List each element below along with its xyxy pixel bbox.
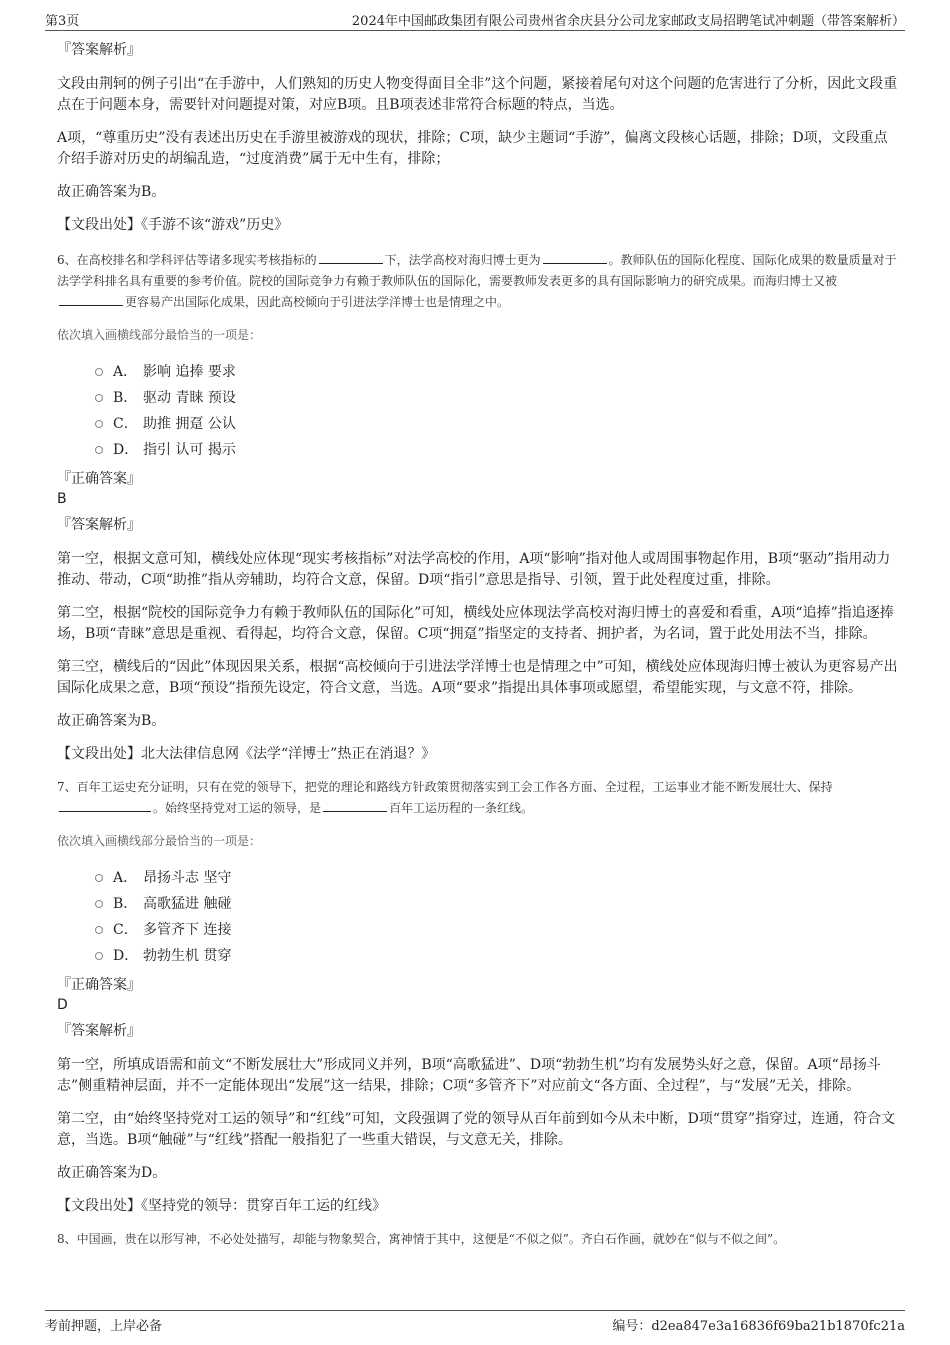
radio-icon[interactable] — [95, 952, 103, 960]
q6-analysis-para-3: 第三空，横线后的“因此”体现因果关系，根据“高校倾向于引进法学洋博士也是情理之中”可知，横线处应体现海归博士被认为更容易产出国际化成果之意，B项“预设”指预先设定，符合文意，当选。A项“要求”指提出具体事项或愿望，希望能实现，与文意不符，排除。 — [57, 659, 898, 696]
radio-icon[interactable] — [95, 874, 103, 882]
radio-icon[interactable] — [95, 446, 103, 454]
q6-analysis-para-2: 第二空，根据“院校的国际竞争力有赖于教师队伍的国际化”可知，横线处应体现法学高校对海归博士的喜爱和看重，A项“追捧”指追逐捧场，B项“青睐”意思是重视、看得起，均符合文意，保留。C项“拥趸”指坚定的支持者、拥护者，为名词，置于此处用法不当，排除。 — [57, 605, 894, 642]
q6-option-a[interactable]: A． 影响 追捧 要求 — [95, 359, 900, 385]
q6-source: 【文段出处】北大法律信息网《法学“洋博士”热正在消退？》 — [57, 746, 436, 762]
q7-source: 【文段出处】《坚持党的领导：贯穿百年工运的红线》 — [57, 1198, 386, 1214]
page-header — [45, 8, 905, 31]
q5-analysis-para-2: A项，“尊重历史”没有表述出历史在手游里被游戏的现状，排除；C项，缺少主题词“手游”，偏离文段核心话题，排除；D项，文段重点介绍手游对历史的胡编乱造，“过度消费”属于无中生有，排除； — [57, 130, 888, 167]
q6-analysis-para-1: 第一空，根据文意可知，横线处应体现“现实考核指标”对法学高校的作用，A项“影响”指对他人或周围事物起作用，B项“驱动”指用动力推动、带动，C项“助推”指从旁辅助，均符合文意，保留。D项“指引”意思是指导、引领，置于此处程度过重，排除。 — [57, 551, 891, 588]
q7-analysis-para-2: 第二空，由“始终坚持党对工运的领导”和“红线”可知，文段强调了党的领导从百年前到如今从未中断，D项“贯穿”指穿过，连通，符合文意，当选。B项“触碰”与“红线”搭配一般指犯了一些重大错误，与文意无关，排除。 — [57, 1111, 896, 1148]
q6-option-c[interactable]: C． 助推 拥趸 公认 — [95, 411, 900, 437]
fill-blank — [323, 799, 387, 812]
footer-slogan: 考前押题，上岸必备 — [45, 1319, 163, 1334]
q8-stem: 8、中国画，贵在以形写神，不必处处描写，却能与物象契合，寓神情于其中，这便是“不似之似”。齐白石作画，就妙在“似与不似之间”。 — [57, 1232, 786, 1246]
q6-option-d[interactable]: D． 指引 认可 揭示 — [95, 437, 900, 463]
q6-conclusion: 故正确答案为B。 — [57, 713, 166, 729]
q6-stem-part-4: 更容易产出国际化成果，因此高校倾向于引进法学洋博士也是情理之中。 — [125, 295, 510, 309]
q5-conclusion: 故正确答案为B。 — [57, 184, 166, 200]
q6-answer: B — [57, 491, 67, 507]
fill-blank — [59, 293, 123, 306]
q7-stem-part-1: 7、百年工运史充分证明，只有在党的领导下，把党的理论和路线方针政策贯彻落实到工会工作各方面、全过程，工运事业才能不断发展壮大、保持 — [57, 780, 833, 794]
q6-instruction: 依次填入画横线部分最恰当的一项是： — [57, 328, 262, 342]
q6-answer-label: 『正确答案』 — [57, 471, 141, 487]
radio-icon[interactable] — [95, 420, 103, 428]
document-id: 编号：d2ea847e3a16836f69ba21b1870fc21a — [612, 1319, 905, 1334]
q7-option-d[interactable]: D． 勃勃生机 贯穿 — [95, 943, 900, 969]
q7-analysis-para-1: 第一空，所填成语需和前文“不断发展壮大”形成同义并列，B项“高歌猛进”、D项“勃勃生机”均有发展势头好之意，保留。A项“昂扬斗志”侧重精神层面，并不一定能体现出“发展”这一结果，排除；C项“多管齐下”对应前文“各方面、全过程”，与“发展”无关，排除。 — [57, 1057, 881, 1094]
fill-blank — [319, 251, 383, 264]
q5-analysis-para-1: 文段由荆轲的例子引出“在手游中，人们熟知的历史人物变得面目全非”这个问题，紧接着尾句对这个问题的危害进行了分析，因此文段重点在于问题本身，需要针对问题提对策，对应B项。且B项表述非常符合标题的特点，当选。 — [57, 76, 898, 113]
q7-stem-part-3: 百年工运历程的一条红线。 — [389, 801, 534, 815]
q7-analysis-label: 『答案解析』 — [57, 1023, 141, 1039]
q7-conclusion: 故正确答案为D。 — [57, 1165, 167, 1181]
q7-option-a[interactable]: A． 昂扬斗志 坚守 — [95, 865, 900, 891]
q6-stem-part-2: 下，法学高校对海归博士更为 — [384, 253, 541, 267]
q7-instruction: 依次填入画横线部分最恰当的一项是： — [57, 834, 262, 848]
q5-source: 【文段出处】《手游不该“游戏”历史》 — [57, 217, 289, 233]
q7-answer: D — [57, 997, 68, 1013]
q6-stem-part-1: 6、在高校排名和学科评估等诸多现实考核指标的 — [57, 253, 317, 267]
q6-option-b[interactable]: B． 驱动 青睐 预设 — [95, 385, 900, 411]
q5-analysis-label: 『答案解析』 — [57, 42, 141, 58]
q7-answer-label: 『正确答案』 — [57, 977, 141, 993]
radio-icon[interactable] — [95, 394, 103, 402]
q7-options — [95, 865, 900, 969]
q6-options — [95, 359, 900, 463]
radio-icon[interactable] — [95, 926, 103, 934]
document-title: 2024年中国邮政集团有限公司贵州省余庆县分公司龙家邮政支局招聘笔试冲刺题（带答案解析） — [351, 14, 905, 29]
q7-option-c[interactable]: C． 多管齐下 连接 — [95, 917, 900, 943]
document-body — [57, 40, 900, 1262]
q6-stem — [57, 250, 900, 313]
q7-option-b[interactable]: B． 高歌猛进 触碰 — [95, 891, 900, 917]
radio-icon[interactable] — [95, 368, 103, 376]
page-footer — [45, 1310, 905, 1337]
q7-stem — [57, 777, 900, 819]
fill-blank — [543, 251, 607, 264]
q7-stem-part-2: 。始终坚持党对工运的领导，是 — [153, 801, 322, 815]
radio-icon[interactable] — [95, 900, 103, 908]
page-number: 第3页 — [45, 14, 80, 29]
q6-analysis-label: 『答案解析』 — [57, 517, 141, 533]
fill-blank — [59, 799, 151, 812]
q6-stem-part-3: 。教师队伍的国际化程度、国际化成果的数量质量对于法学学科排名具有重要的参考价值。院校的国际竞争力有赖于教师队伍的国际化，需要教师发表更多的具有国际影响力的研究成果。而海归博士又被 — [57, 253, 897, 288]
